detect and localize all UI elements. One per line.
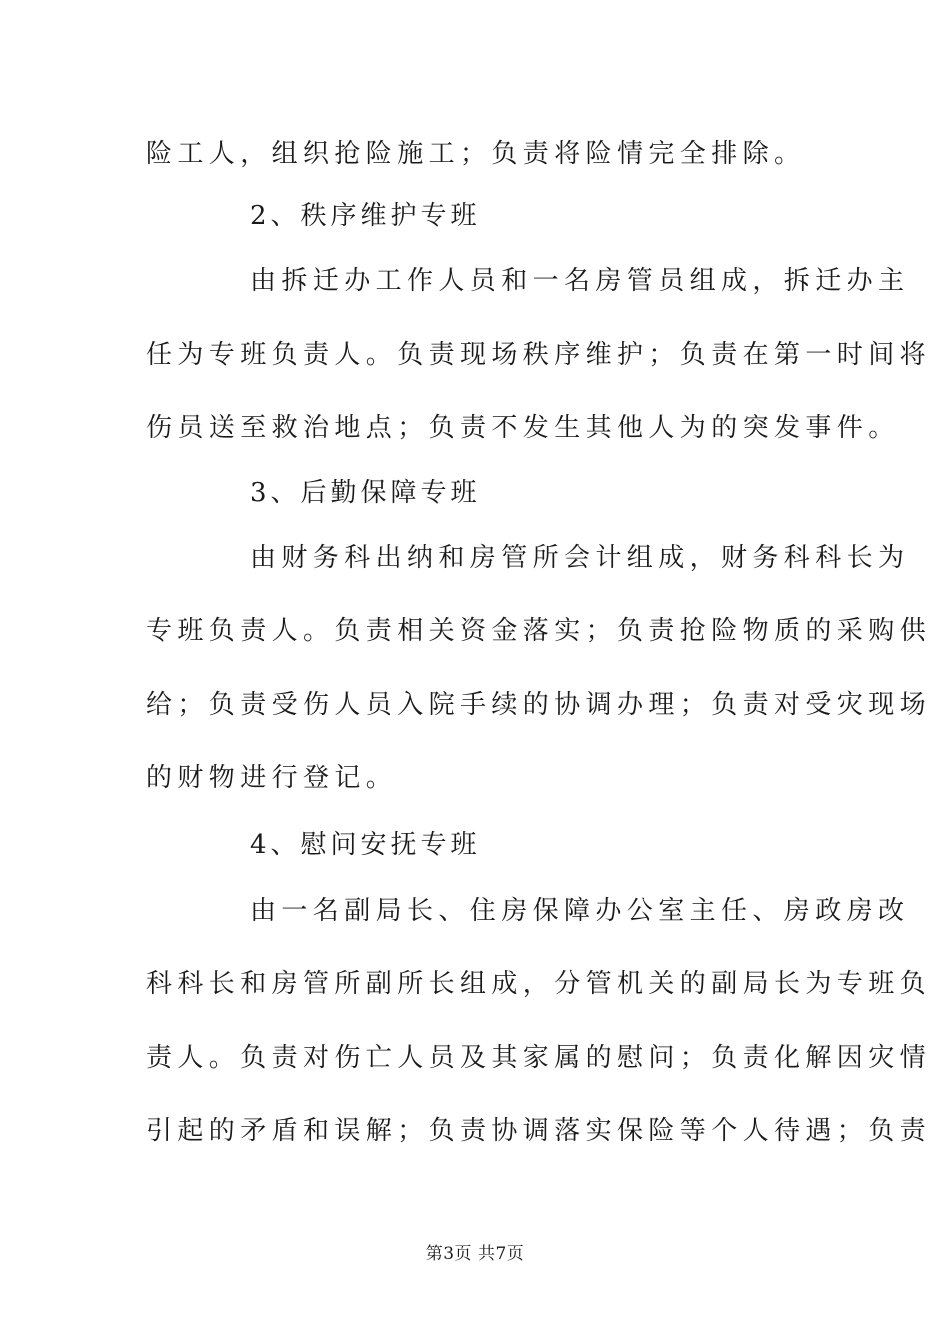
section-heading-logistics: 3、后勤保障专班 (250, 478, 481, 508)
body-text-line: 险工人，组织抢险施工；负责将险情完全排除。 (146, 139, 806, 169)
body-text-line: 责人。负责对伤亡人员及其家属的慰问；负责化解因灾情 (146, 1043, 932, 1073)
body-text-line: 由财务科出纳和房管所会计组成，财务科科长为 (250, 543, 910, 573)
body-text-line: 伤员送至救治地点；负责不发生其他人为的突发事件。 (146, 413, 900, 443)
page-number-footer: 第3页 共7页 (425, 1244, 525, 1264)
section-heading-order-maintenance: 2、秩序维护专班 (250, 201, 481, 231)
body-text-line: 给；负责受伤人员入院手续的协调办理；负责对受灾现场 (146, 690, 932, 720)
body-text-line: 由一名副局长、住房保障办公室主任、房政房改 (250, 896, 910, 926)
section-heading-condolence: 4、慰问安抚专班 (250, 830, 481, 860)
body-text-line: 引起的矛盾和误解；负责协调落实保险等个人待遇；负责 (146, 1116, 932, 1146)
body-text-line: 专班负责人。负责相关资金落实；负责抢险物质的采购供 (146, 616, 932, 646)
body-text-line: 科科长和房管所副所长组成，分管机关的副局长为专班负 (146, 969, 932, 999)
body-text-line: 的财物进行登记。 (146, 763, 398, 793)
body-text-line: 由拆迁办工作人员和一名房管员组成，拆迁办主 (250, 266, 910, 296)
body-text-line: 任为专班负责人。负责现场秩序维护；负责在第一时间将 (146, 340, 932, 370)
